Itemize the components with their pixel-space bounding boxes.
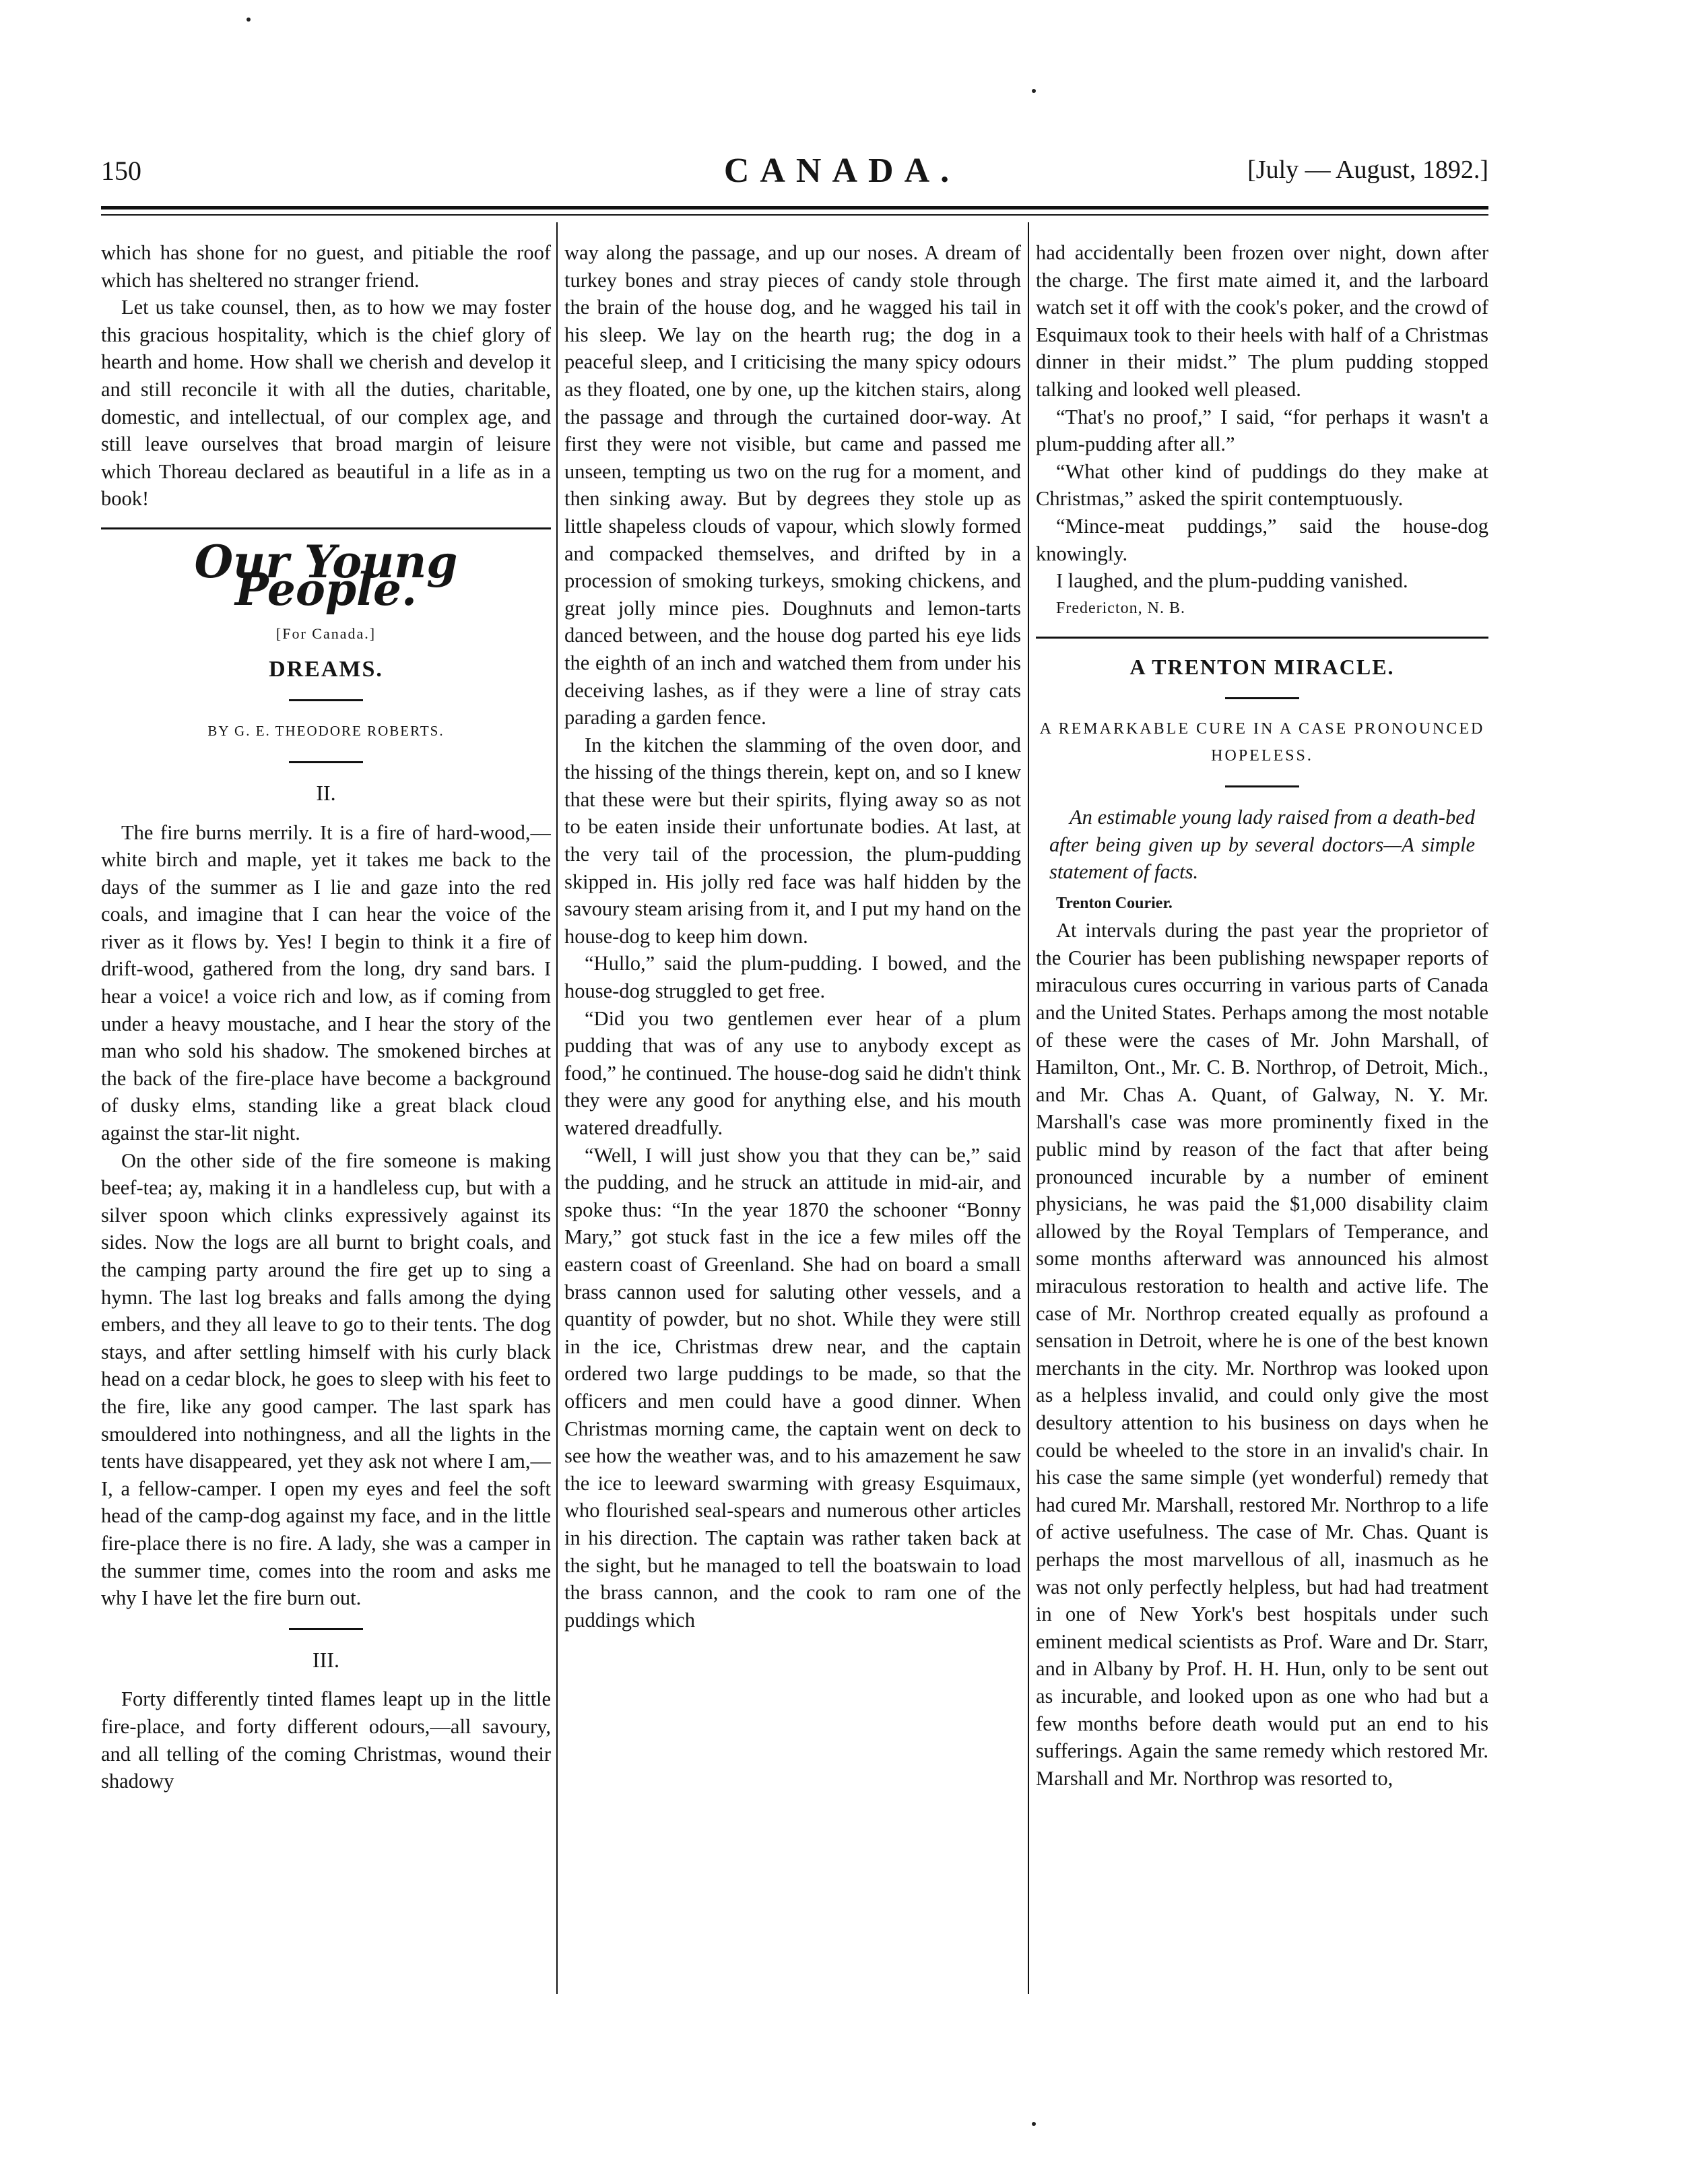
paragraph: which has shone for no guest, and pitiable the roof which has sheltered no stranger friend. — [101, 241, 551, 292]
paragraph: In the kitchen the slamming of the oven door, and the hissing of the things therein, kept on, and so I knew that these were but their spirits, flying away so as not to be eaten inside their unfortunate bodies. At last, at the very tail of the procession, the plum-pudding skipped in. His jolly red face was half hidden by the savoury steam arising from it, and I put my hand on the house-dog to keep him down. — [564, 733, 1021, 948]
paragraph: “Did you two gentlemen ever hear of a plum pudding that was of any use to anybody except as food,” he continued. The house-dog said he didn't think they were any good for anything else, and his mouth watered dreadfully. — [564, 1006, 1021, 1139]
title-divider — [1225, 697, 1299, 699]
column-3 — [1036, 239, 1488, 1991]
paragraph: “Well, I will just show you that they can be,” said the pudding, and he struck an attitude in mid-air, and spoke thus: “In the year 1870 the schooner “Bonny Mary,” got stuck fast in the ice a few miles off the eastern coast of Greenland. She had on board a small brass cannon used for saluting other vessels, and a quantity of powder, but no shot. While they were still in the ice, Christmas drew near, and the captain ordered two large puddings to be made, so that the officers and men could have a good dinner. When Christmas morning came, the captain went on deck to see how the weather was, and to his amazement he saw the ice to leeward swarming with greasy Esquimaux, who flourished seal-spears and numerous other articles in his direction. The captain was rather taken back at the sight, but he managed to tell the boatswain to load the brass cannon, and the cook to ram one of the puddings which — [564, 1143, 1021, 1632]
part-numeral: III. — [313, 1647, 339, 1672]
issue-date: [July — August, 1892.] — [1247, 156, 1488, 184]
subhead-divider — [1225, 785, 1299, 787]
paragraph: “What other kind of puddings do they make at Christmas,” asked the spirit contemptuously. — [1036, 459, 1488, 511]
paragraph: On the other side of the fire someone is making beef-tea; ay, making it in a handleless cup, but with a silver spoon which clinks expressively against its sides. Now the logs are all burnt to bright coals, and the camping party around the fire get up to sing a hymn. The last log breaks and falls among the dying embers, and they all leave to go to their tents. The dog stays, and after settling himself with his curly black head on a cedar block, he goes to sleep with his feet to the fire, like any good camper. The last spark has smouldered into nothingness, and all the lights in the tents have disappeared, yet they ask not where I am,—I, a fellow-camper. I open my eyes and feel the soft head of the camp-dog against my face, and in the little fire-place there is no fire. A lady, she was a camper in the summer time, comes into the room and asks me why I have let the fire burn out. — [101, 1149, 551, 1610]
title-divider — [289, 699, 363, 701]
paragraph: At intervals during the past year the proprietor of the Courier has been publishing newspaper reports of miraculous cures occurring in various parts of Canada and the United States. Perhaps among the most notable of these were the cases of Mr. John Marshall, of Hamilton, Ont., Mr. C. B. Northrop, of Detroit, Mich., and Mr. Chas A. Quant, of Galway, N. Y. Mr. Marshall's case was more prominently fixed in the public mind by reason of the fact that after being pronounced incurable by a number of eminent physicians, he was paid the $1,000 disability claim allowed by the Royal Templars of Temperance, and some months afterward was announced his almost miraculous restoration to health and active life. The case of Mr. Northrop created equally as profound a sensation in Detroit, where he is one of the best known merchants in the city. Mr. Northrop was looked upon as a helpless invalid, and could only give the most desultory attention to his business on days when he could be wheeled to the store in an invalid's chair. In his case the same simple (yet wonderful) remedy that had cured Mr. Marshall, restored Mr. Northrop to a life of active usefulness. The case of Mr. Chas. Quant is perhaps the most marvellous of all, inasmuch as he was not only perfectly helpless, but had had treatment in one of New York's best hospitals under such eminent medical scientists as Prof. Ware and Dr. Starr, and in Albany by Prof. H. H. Hun, only to be sent out as incurable, and looked upon as one who had but a few months before death would put an end to his sufferings. Again the same remedy which restored Mr. Marshall and Mr. Northrop was resorted to, — [1036, 919, 1488, 1790]
speck-mark — [1032, 2122, 1036, 2126]
source-credit: Trenton Courier. — [1056, 894, 1173, 912]
paragraph: way along the passage, and up our noses. A dream of turkey bones and stray pieces of candy stole through the brain of the house dog, and he wagged his tail in his sleep. We lay on the hearth rug; the dog in a peaceful sleep, and I criticising the many spicy odours as they floated, one by one, up the kitchen stairs, along the passage and through the curtained door-way. At first they were not visible, but came and passed me unseen, tempting us two on the rug for a moment, and then sinking away. But by degrees they stole up as little shapeless clouds of vapour, which slowly formed and compacked themselves, and drifted by in a procession of smoking turkeys, smoking chickens, and great jolly mince pies. Doughnuts and lemon-tarts danced between, and the house dog parted his eye lids the eighth of an inch and watched them from under his deceiving lashes, as if they were a line of stray cats parading a garden fence. — [564, 241, 1021, 730]
header-rule — [101, 206, 1488, 209]
article-title: DREAMS. — [269, 656, 383, 682]
place-signature: Fredericton, N. B. — [1056, 599, 1185, 617]
page-number: 150 — [101, 156, 141, 186]
part-divider — [289, 1628, 363, 1630]
column-divider — [556, 222, 558, 1994]
for-canada-note: [For Canada.] — [275, 625, 376, 643]
header-rule-thin — [101, 214, 1488, 216]
section-title: Our Young People. — [194, 535, 458, 616]
paragraph: had accidentally been frozen over night, down after the charge. The first mate aimed it, and the larboard watch set it off with the cook's poker, and the crowd of Esquimaux took to their heels with half of a Christmas dinner in their midst.” The plum pudding stopped talking and looked well pleased. — [1036, 241, 1488, 401]
section-divider — [101, 527, 551, 529]
masthead: CANADA. — [723, 152, 960, 190]
speck-mark — [247, 18, 251, 22]
paragraph: “That's no proof,” I said, “for perhaps it wasn't a plum-pudding after all.” — [1036, 405, 1488, 456]
column-divider — [1028, 222, 1029, 1994]
paragraph: The fire burns merrily. It is a fire of hard-wood,—white birch and maple, yet it takes me back to the days of the summer as I lie and gaze into the red coals, and imagine that I can hear the voice of the river as it flows by. Yes! I begin to think it a fire of drift-wood, gathered from the long, dry sand bars. I hear a voice! a voice rich and low, as if coming from under a heavy moustache, and I hear the story of the man who sold his shadow. The smokened birches at the back of the fire-place have become a background of dusky elms, standing like a great black cloud against the star-lit night. — [101, 820, 551, 1145]
paragraph: Forty differently tinted flames leapt up in the little fire-place, and forty different odours,—all savoury, and all telling of the coming Christmas, wound their shadowy — [101, 1687, 551, 1793]
page-header — [101, 152, 1488, 202]
article-title: A TRENTON MIRACLE. — [1129, 655, 1395, 680]
article-subhead: A REMARKABLE CURE IN A CASE PRONOUNCED HOPELESS. — [1039, 719, 1485, 765]
byline: BY G. E. THEODORE ROBERTS. — [207, 723, 445, 740]
speck-mark — [1032, 89, 1036, 93]
part-numeral: II. — [316, 780, 336, 805]
column-2 — [564, 239, 1021, 1991]
paragraph: I laughed, and the plum-pudding vanished. — [1056, 569, 1408, 593]
paragraph: “Hullo,” said the plum-pudding. I bowed, and the house-dog struggled to get free. — [564, 952, 1021, 1003]
article-divider — [1036, 637, 1488, 639]
paragraph: Let us take counsel, then, as to how we may foster this gracious hospitality, which is the chief glory of hearth and home. How shall we cherish and develop it and still reconcile it with all the duties, charitable, domestic, and intellectual, of our complex age, and still leave ourselves that broad margin of leisure which Thoreau declared as beautiful in a life as in a book! — [101, 296, 551, 511]
column-1 — [101, 239, 551, 1991]
paragraph: “Mince-meat puddings,” said the house-dog knowingly. — [1036, 514, 1488, 565]
article-lead: An estimable young lady raised from a death-bed after being given up by several doctors—A simple statement of facts. — [1049, 805, 1475, 884]
byline-divider — [289, 761, 363, 763]
